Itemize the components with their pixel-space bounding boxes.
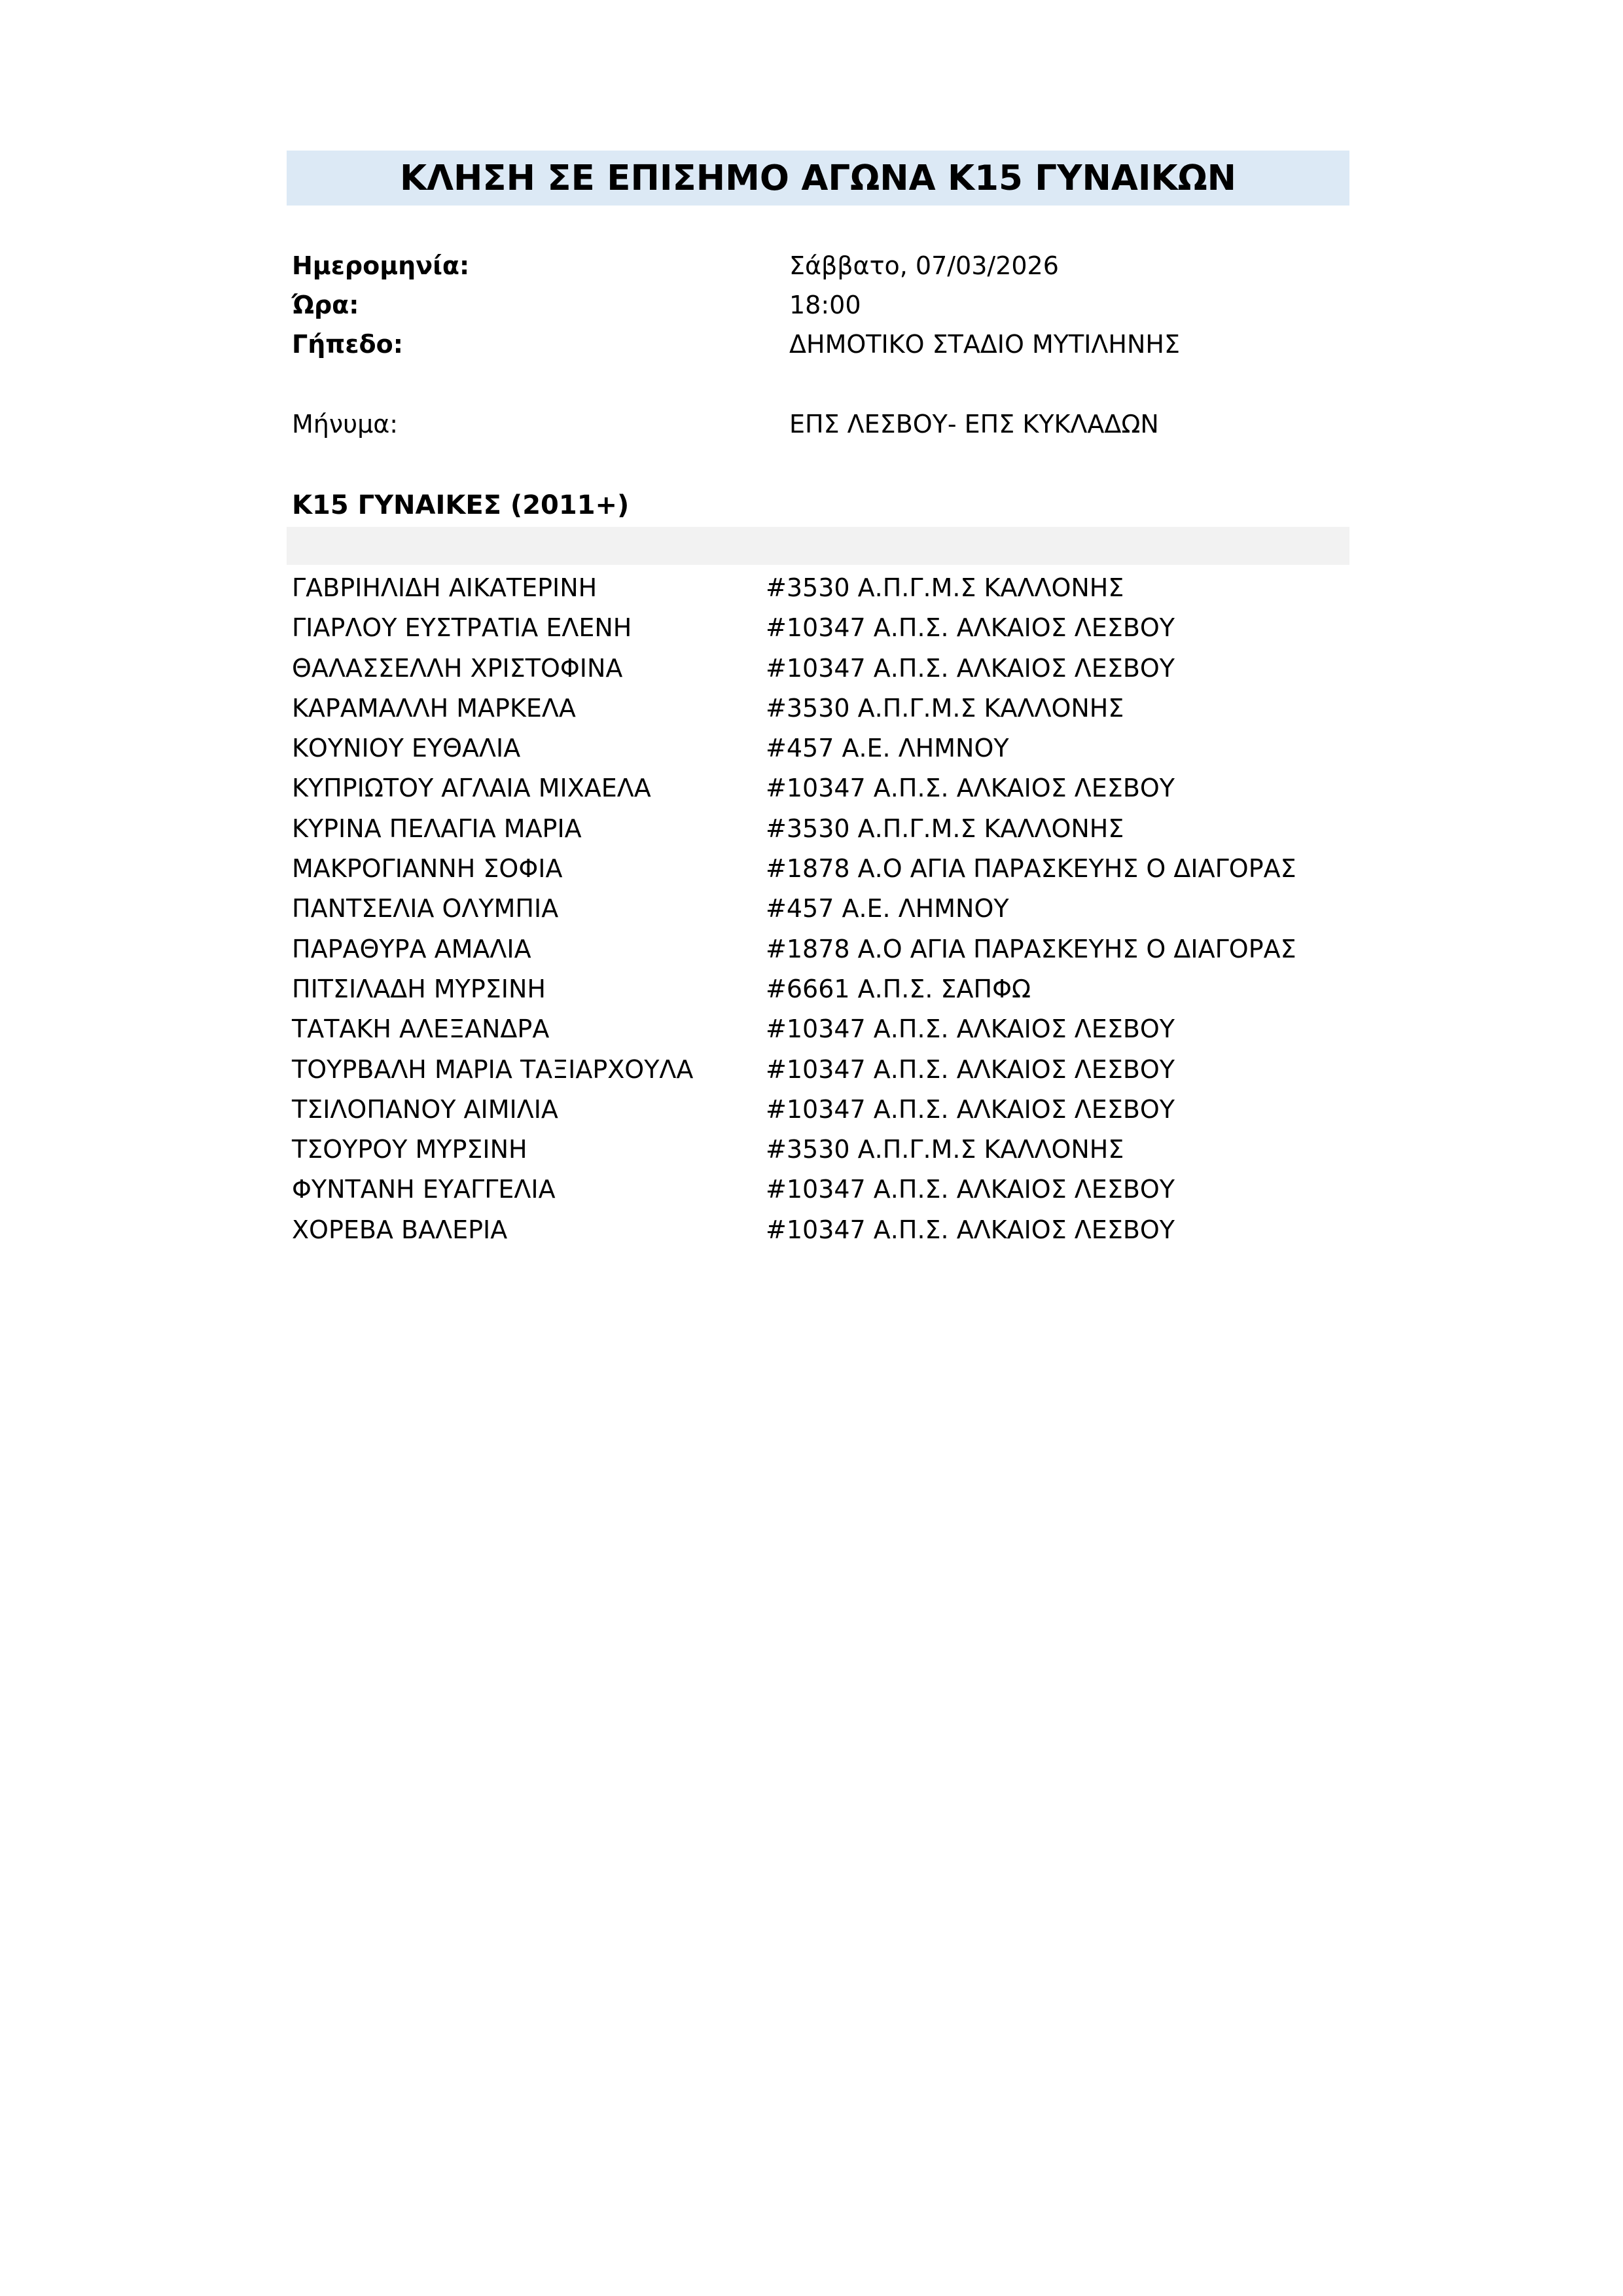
player-row [292,849,1352,889]
player-row [292,689,1352,728]
date-row [292,247,1339,284]
player-name: ΤΑΤΑΚΗ ΑΛΕΞΑΝΔΡΑ [292,1014,550,1044]
player-club: #457 Α.Ε. ΛΗΜΝΟΥ [766,734,1009,763]
player-name: ΚΑΡΑΜΑΛΛΗ ΜΑΡΚΕΛΑ [292,693,576,723]
player-club: #10347 Α.Π.Σ. ΑΛΚΑΙΟΣ ΛΕΣΒΟΥ [766,1094,1175,1124]
player-name: ΦΥΝΤΑΝΗ ΕΥΑΓΓΕΛΙΑ [292,1175,556,1204]
player-club: #6661 Α.Π.Σ. ΣΑΠΦΩ [766,974,1031,1003]
player-club: #10347 Α.Π.Σ. ΑΛΚΑΙΟΣ ΛΕΣΒΟΥ [766,1175,1175,1204]
player-name: ΧΟΡΕΒΑ ΒΑΛΕΡΙΑ [292,1215,508,1244]
player-row [292,728,1352,768]
title-banner [287,151,1349,206]
player-club: #10347 Α.Π.Σ. ΑΛΚΑΙΟΣ ΛΕΣΒΟΥ [766,1054,1175,1084]
player-club: #10347 Α.Π.Σ. ΑΛΚΑΙΟΣ ΛΕΣΒΟΥ [766,1215,1175,1244]
player-name: ΠΙΤΣΙΛΑΔΗ ΜΥΡΣΙΝΗ [292,974,546,1003]
player-name: ΘΑΛΑΣΣΕΛΛΗ ΧΡΙΣΤΟΦΙΝΑ [292,653,623,683]
player-club: #1878 Α.Ο ΑΓΙΑ ΠΑΡΑΣΚΕΥΗΣ Ο ΔΙΑΓΟΡΑΣ [766,854,1296,884]
player-club: #1878 Α.Ο ΑΓΙΑ ΠΑΡΑΣΚΕΥΗΣ Ο ΔΙΑΓΟΡΑΣ [766,934,1296,963]
time-row [292,287,1339,323]
date-value: Σάββατο, 07/03/2026 [789,251,1059,280]
venue-value: ΔΗΜΟΤΙΚΟ ΣΤΑΔΙΟ ΜΥΤΙΛΗΝΗΣ [789,330,1180,359]
player-name: ΜΑΚΡΟΓΙΑΝΝΗ ΣΟΦΙΑ [292,854,563,884]
player-row [292,768,1352,808]
player-club: #3530 Α.Π.Γ.Μ.Σ ΚΑΛΛΟΝΗΣ [766,693,1124,723]
player-name: ΤΣΟΥΡΟΥ ΜΥΡΣΙΝΗ [292,1135,527,1164]
player-row [292,608,1352,648]
venue-row [292,326,1339,363]
player-row [292,929,1352,969]
player-club: #10347 Α.Π.Σ. ΑΛΚΑΙΟΣ ΛΕΣΒΟΥ [766,1014,1175,1044]
message-value: ΕΠΣ ΛΕΣΒΟΥ- ΕΠΣ ΚΥΚΛΑΔΩΝ [789,410,1159,439]
venue-label: Γήπεδο: [292,330,403,359]
player-name: ΚΟΥΝΙΟΥ ΕΥΘΑΛΙΑ [292,734,521,763]
player-row [292,1009,1352,1049]
player-club: #10347 Α.Π.Σ. ΑΛΚΑΙΟΣ ΛΕΣΒΟΥ [766,653,1175,683]
player-club: #457 Α.Ε. ΛΗΜΝΟΥ [766,894,1009,924]
date-label: Ημερομηνία: [292,251,470,280]
page-title: ΚΛΗΣΗ ΣΕ ΕΠΙΣΗΜΟ ΑΓΩΝΑ Κ15 ΓΥΝΑΙΚΩΝ [399,158,1237,198]
player-club: #10347 Α.Π.Σ. ΑΛΚΑΙΟΣ ΛΕΣΒΟΥ [766,613,1175,643]
time-value: 18:00 [789,291,861,319]
player-row [292,649,1352,689]
player-name: ΠΑΡΑΘΥΡΑ ΑΜΑΛΙΑ [292,934,531,963]
table-header-band [287,527,1349,565]
time-label: Ώρα: [292,291,359,319]
player-name: ΓΙΑΡΛΟΥ ΕΥΣΤΡΑΤΙΑ ΕΛΕΝΗ [292,613,632,643]
player-row [292,568,1352,608]
player-name: ΚΥΡΙΝΑ ΠΕΛΑΓΙΑ ΜΑΡΙΑ [292,814,582,843]
player-club: #3530 Α.Π.Γ.Μ.Σ ΚΑΛΛΟΝΗΣ [766,1135,1124,1164]
player-name: ΤΣΙΛΟΠΑΝΟΥ ΑΙΜΙΛΙΑ [292,1094,558,1124]
player-row [292,1050,1352,1090]
player-row [292,889,1352,929]
player-club: #3530 Α.Π.Γ.Μ.Σ ΚΑΛΛΟΝΗΣ [766,573,1124,602]
player-name: ΓΑΒΡΙΗΛΙΔΗ ΑΙΚΑΤΕΡΙΝΗ [292,573,597,602]
player-name: ΤΟΥΡΒΑΛΗ ΜΑΡΙΑ ΤΑΞΙΑΡΧΟΥΛΑ [292,1054,694,1084]
player-row [292,1210,1352,1250]
player-list [292,568,1352,1250]
section-heading: Κ15 ΓΥΝΑΙΚΕΣ (2011+) [292,490,630,520]
player-row [292,1090,1352,1130]
player-row [292,1170,1352,1210]
player-row [292,1130,1352,1170]
message-row [292,406,1339,442]
message-label: Μήνυμα: [292,410,399,439]
player-name: ΚΥΠΡΙΩΤΟΥ ΑΓΛΑΙΑ ΜΙΧΑΕΛΑ [292,774,651,803]
player-club: #10347 Α.Π.Σ. ΑΛΚΑΙΟΣ ΛΕΣΒΟΥ [766,774,1175,803]
player-name: ΠΑΝΤΣΕΛΙΑ ΟΛΥΜΠΙΑ [292,894,559,924]
player-club: #3530 Α.Π.Γ.Μ.Σ ΚΑΛΛΟΝΗΣ [766,814,1124,843]
player-row [292,809,1352,849]
player-row [292,969,1352,1009]
